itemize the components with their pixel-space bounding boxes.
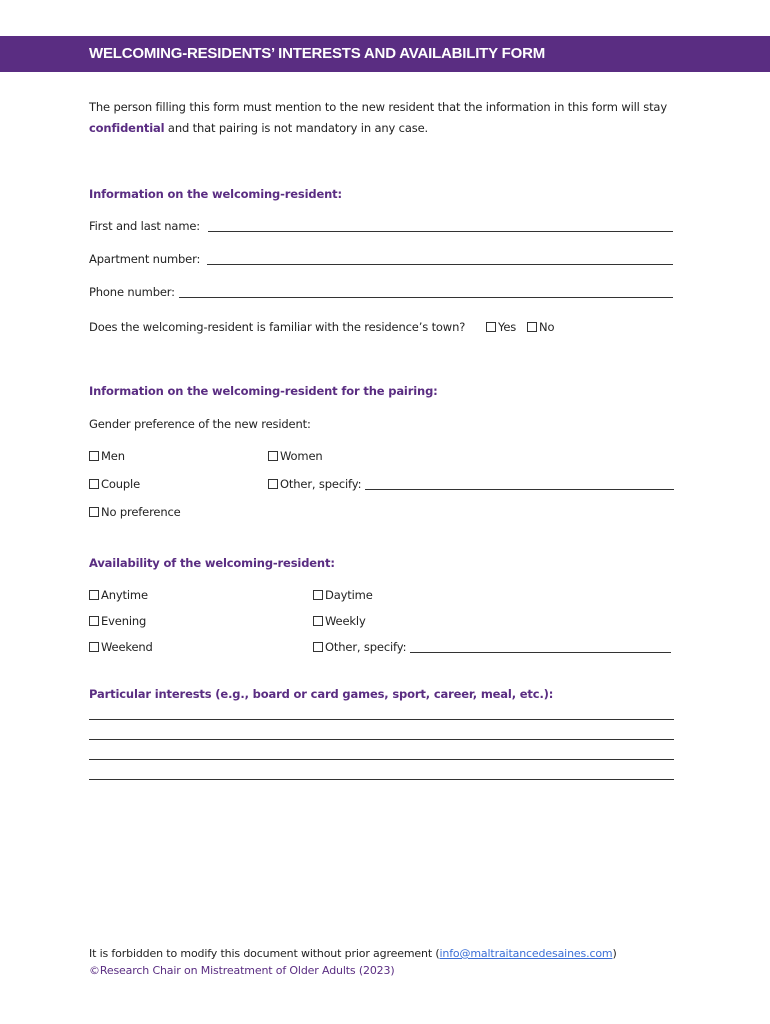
interests-line-1[interactable] [89, 719, 674, 720]
couple-label: Couple [101, 477, 141, 491]
couple-checkbox[interactable] [89, 479, 99, 489]
anytime-label: Anytime [101, 588, 148, 602]
first-last-name-label: First and last name: [89, 219, 201, 233]
section-heading-welcoming-resident: Information on the welcoming-resident: [89, 187, 342, 201]
women-label: Women [280, 449, 323, 463]
first-last-name-field[interactable] [208, 231, 673, 232]
header-bar [0, 36, 770, 72]
intro-line-1: The person filling this form must mention to the new resident that the information in this form will stay [89, 100, 667, 114]
section-heading-interests: Particular interests (e.g., board or card games, sport, career, meal, etc.): [89, 687, 554, 701]
footer-notice-prefix: It is forbidden to modify this document without prior agreement ( [89, 947, 440, 960]
gender-other-label: Other, specify: [280, 477, 362, 491]
weekend-checkbox[interactable] [89, 642, 99, 652]
daytime-checkbox[interactable] [313, 590, 323, 600]
footer-notice-suffix: ) [612, 947, 617, 960]
availability-other-field[interactable] [410, 652, 671, 653]
gender-other-option[interactable] [268, 477, 361, 491]
footer-notice [89, 947, 617, 960]
women-checkbox[interactable] [268, 451, 278, 461]
interests-line-2[interactable] [89, 739, 674, 740]
weekend-label: Weekend [101, 640, 153, 654]
intro-line-2 [89, 121, 428, 135]
availability-weekend-option[interactable] [89, 640, 153, 654]
apartment-number-label: Apartment number: [89, 252, 201, 266]
availability-anytime-option[interactable] [89, 588, 148, 602]
availability-weekly-option[interactable] [313, 614, 366, 628]
interests-line-3[interactable] [89, 759, 674, 760]
no-preference-checkbox[interactable] [89, 507, 99, 517]
availability-other-label: Other, specify: [325, 640, 407, 654]
gender-women-option[interactable] [268, 449, 323, 463]
weekly-checkbox[interactable] [313, 616, 323, 626]
weekly-label: Weekly [325, 614, 366, 628]
section-heading-pairing: Information on the welcoming-resident for the pairing: [89, 384, 438, 398]
availability-evening-option[interactable] [89, 614, 146, 628]
gender-no-preference-option[interactable] [89, 505, 181, 519]
section-heading-availability: Availability of the welcoming-resident: [89, 556, 335, 570]
daytime-label: Daytime [325, 588, 373, 602]
gender-other-field[interactable] [365, 489, 674, 490]
apartment-number-field[interactable] [207, 264, 673, 265]
availability-other-option[interactable] [313, 640, 406, 654]
gender-men-option[interactable] [89, 449, 125, 463]
availability-daytime-option[interactable] [313, 588, 373, 602]
footer-copyright: ©Research Chair on Mistreatment of Older Adults (2023) [89, 964, 395, 977]
intro-line-2-rest: and that pairing is not mandatory in any case. [164, 121, 429, 135]
phone-number-label: Phone number: [89, 285, 175, 299]
no-preference-label: No preference [101, 505, 181, 519]
footer-email-link[interactable]: info@maltraitancedesaines.com [439, 947, 613, 960]
form-title: WELCOMING-RESIDENTS’ INTERESTS AND AVAILABILITY FORM [89, 45, 545, 62]
anytime-checkbox[interactable] [89, 590, 99, 600]
familiar-no-option[interactable] [527, 320, 554, 334]
evening-label: Evening [101, 614, 147, 628]
men-checkbox[interactable] [89, 451, 99, 461]
gender-other-checkbox[interactable] [268, 479, 278, 489]
yes-label: Yes [498, 320, 517, 334]
confidential-emphasis: confidential [89, 121, 165, 135]
no-label: No [539, 320, 555, 334]
phone-number-field[interactable] [179, 297, 673, 298]
no-checkbox[interactable] [527, 322, 537, 332]
gender-preference-question: Gender preference of the new resident: [89, 417, 311, 431]
familiar-yes-option[interactable] [486, 320, 516, 334]
yes-checkbox[interactable] [486, 322, 496, 332]
familiar-town-question: Does the welcoming-resident is familiar with the residence’s town? [89, 320, 466, 334]
availability-other-checkbox[interactable] [313, 642, 323, 652]
gender-couple-option[interactable] [89, 477, 140, 491]
interests-line-4[interactable] [89, 779, 674, 780]
evening-checkbox[interactable] [89, 616, 99, 626]
men-label: Men [101, 449, 125, 463]
